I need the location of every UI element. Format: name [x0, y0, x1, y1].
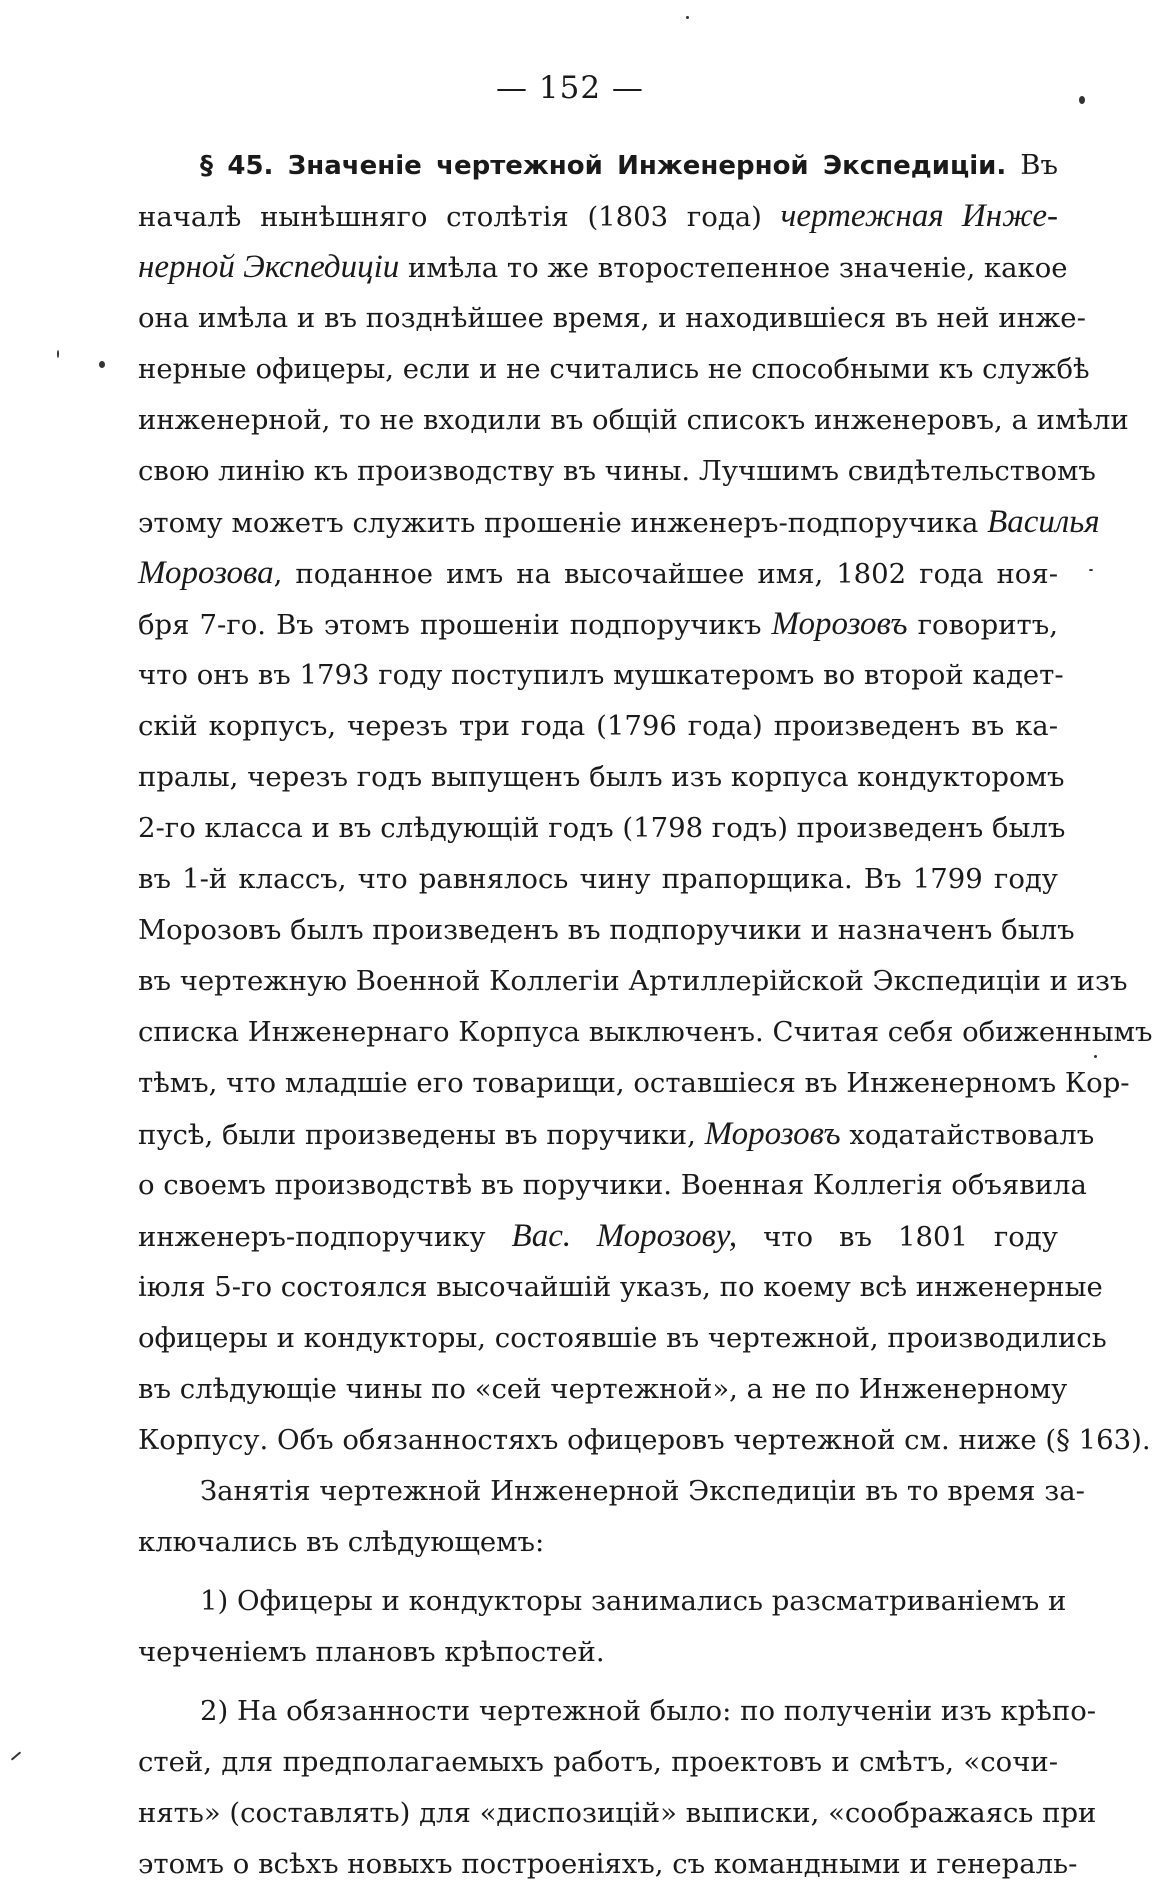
text-line: [138, 1262, 1103, 1313]
text-run: Занятія чертежной Инженерной Экспедиціи въ то время за-: [200, 1475, 1085, 1507]
text-line: [138, 548, 1058, 599]
text-line: [138, 293, 1086, 344]
text-run: стей, для предполагаемыхъ работъ, проектовъ и смѣтъ, «сочи-: [138, 1746, 1058, 1778]
text-run: іюля 5-го состоялся высочайшій указъ, по коему всѣ инженерные: [138, 1271, 1103, 1303]
text-run: Въ: [1006, 149, 1058, 181]
list-item-2: [138, 1686, 1097, 1890]
italic-name: Василья: [987, 504, 1100, 540]
occupations-paragraph: [138, 1466, 1085, 1568]
text-line: [138, 1109, 1095, 1160]
text-line: [138, 344, 1090, 395]
scan-speck: [1079, 96, 1085, 104]
text-line: [138, 752, 1065, 803]
italic-name: Морозова: [138, 555, 274, 591]
italic-name: чертежная Инже-: [780, 198, 1058, 234]
text-line: [138, 1364, 1068, 1415]
text-run: пусѣ, были произведены въ поручики,: [138, 1119, 705, 1151]
scan-speck: [11, 1751, 21, 1760]
section-45-paragraph: [138, 140, 1153, 1466]
scan-speck: [686, 16, 689, 19]
text-run: въ чертежную Военной Коллегіи Артиллерійской Экспедиціи и изъ: [138, 965, 1128, 997]
text-line: [138, 1517, 1058, 1568]
text-line: [138, 1058, 1130, 1109]
scan-speck: [1089, 569, 1093, 571]
text-run: 2-го класса и въ слѣдующій годъ (1798 годъ) произведенъ былъ: [138, 812, 1066, 844]
text-run: этому можетъ служить прошеніе инженеръ-подпоручика: [138, 507, 988, 539]
text-line: [138, 854, 1058, 905]
text-run: началѣ нынѣшняго столѣтія (1803 года): [138, 201, 781, 233]
text-run: бря 7-го. Въ этомъ прошеніи подпоручикъ: [138, 609, 772, 641]
italic-name: Вас. Морозову,: [511, 1218, 738, 1254]
text-line: [138, 191, 1058, 242]
text-line: [138, 1839, 1078, 1890]
text-run: инженерной, то не входили въ общій списокъ инженеровъ, а имѣли: [138, 404, 1129, 436]
text-run: Корпусу. Объ обязанностяхъ офицеровъ чертежной см. ниже (§ 163).: [138, 1424, 1151, 1456]
scan-speck: [99, 361, 105, 368]
text-line: [138, 1737, 1058, 1788]
text-line: [138, 446, 1096, 497]
italic-name: Морозовъ: [771, 606, 908, 642]
text-line: [138, 1788, 1097, 1839]
page-text: [138, 140, 1153, 1890]
text-line: [138, 140, 1058, 191]
text-run: ключались въ слѣдующемъ:: [138, 1526, 545, 1558]
text-run: говоритъ,: [907, 609, 1058, 641]
text-line: [138, 1007, 1153, 1058]
text-run: въ 1-й классъ, что равнялось чину прапорщика. Въ 1799 году: [138, 863, 1058, 895]
text-run: о своемъ производствѣ въ поручики. Военная Коллегія объявила: [138, 1169, 1087, 1201]
text-line: [138, 395, 1129, 446]
text-line: [138, 1211, 1058, 1262]
text-run: что въ 1801 году: [737, 1221, 1058, 1253]
text-line: [138, 650, 1064, 701]
text-line: [138, 1686, 1097, 1737]
text-run: пралы, черезъ годъ выпущенъ былъ изъ корпуса кондукторомъ: [138, 761, 1065, 793]
text-run: въ слѣдующіе чины по «сей чертежной», а не по Инженерному: [138, 1373, 1068, 1405]
italic-name: Морозовъ: [704, 1116, 841, 1152]
text-run: офицеры и кондукторы, состоявшіе въ чертежной, производились: [138, 1322, 1107, 1354]
list-item-1: [138, 1576, 1067, 1678]
text-line: [138, 701, 1058, 752]
text-line: [138, 1415, 1151, 1466]
text-run: нять» (составлять) для «диспозицій» выписки, «соображаясь при: [138, 1797, 1097, 1829]
text-run: 1) Офицеры и кондукторы занимались разсматриваніемъ и: [200, 1585, 1067, 1617]
text-line: [138, 1627, 1058, 1678]
text-run: имѣла то же второстепенное значеніе, какое: [399, 252, 1068, 284]
text-run: что онъ въ 1793 году поступилъ мушкатеромъ во второй кадет-: [138, 659, 1064, 691]
text-run: скій корпусъ, черезъ три года (1796 года) произведенъ въ ка-: [138, 710, 1058, 742]
text-line: [138, 1313, 1107, 1364]
text-line: [138, 956, 1128, 1007]
text-run: списка Инженернаго Корпуса выключенъ. Считая себя обиженнымъ: [138, 1016, 1153, 1048]
text-line: [138, 242, 1068, 293]
text-run: , поданное имъ на высочайшее имя, 1802 года ноя-: [273, 558, 1058, 590]
text-line: [138, 905, 1075, 956]
text-run: тѣмъ, что младшіе его товарищи, оставшіеся въ Инженерномъ Кор-: [138, 1067, 1130, 1099]
text-run: свою линію къ производству въ чины. Лучшимъ свидѣтельствомъ: [138, 455, 1096, 487]
text-line: [138, 497, 1100, 548]
text-run: нерные офицеры, если и не считались не способными къ службѣ: [138, 353, 1090, 385]
text-run: инженеръ-подпоручику: [138, 1221, 512, 1253]
text-run: она имѣла и въ позднѣйшее время, и находившіеся въ ней инже-: [138, 302, 1086, 334]
text-line: [138, 599, 1058, 650]
text-line: [138, 1160, 1087, 1211]
text-run: Морозовъ былъ произведенъ въ подпоручики и назначенъ былъ: [138, 914, 1075, 946]
text-run: 2) На обязанности чертежной было: по полученіи изъ крѣпо-: [200, 1695, 1097, 1727]
text-run: черченіемъ плановъ крѣпостей.: [138, 1636, 605, 1668]
text-line: [138, 1466, 1085, 1517]
text-run: этомъ о всѣхъ новыхъ построеніяхъ, съ командными и генераль-: [138, 1848, 1078, 1880]
text-line: [138, 803, 1066, 854]
text-line: [138, 1576, 1067, 1627]
scan-speck: [57, 350, 59, 358]
scan-speck: [1094, 1055, 1097, 1058]
section-heading: § 45. Значеніе чертежной Инженерной Экспедиціи.: [200, 151, 1007, 181]
page-number: — 152 —: [496, 70, 644, 106]
text-run: ходатайствовалъ: [840, 1119, 1095, 1151]
italic-name: нерной Экспедиціи: [138, 249, 400, 285]
